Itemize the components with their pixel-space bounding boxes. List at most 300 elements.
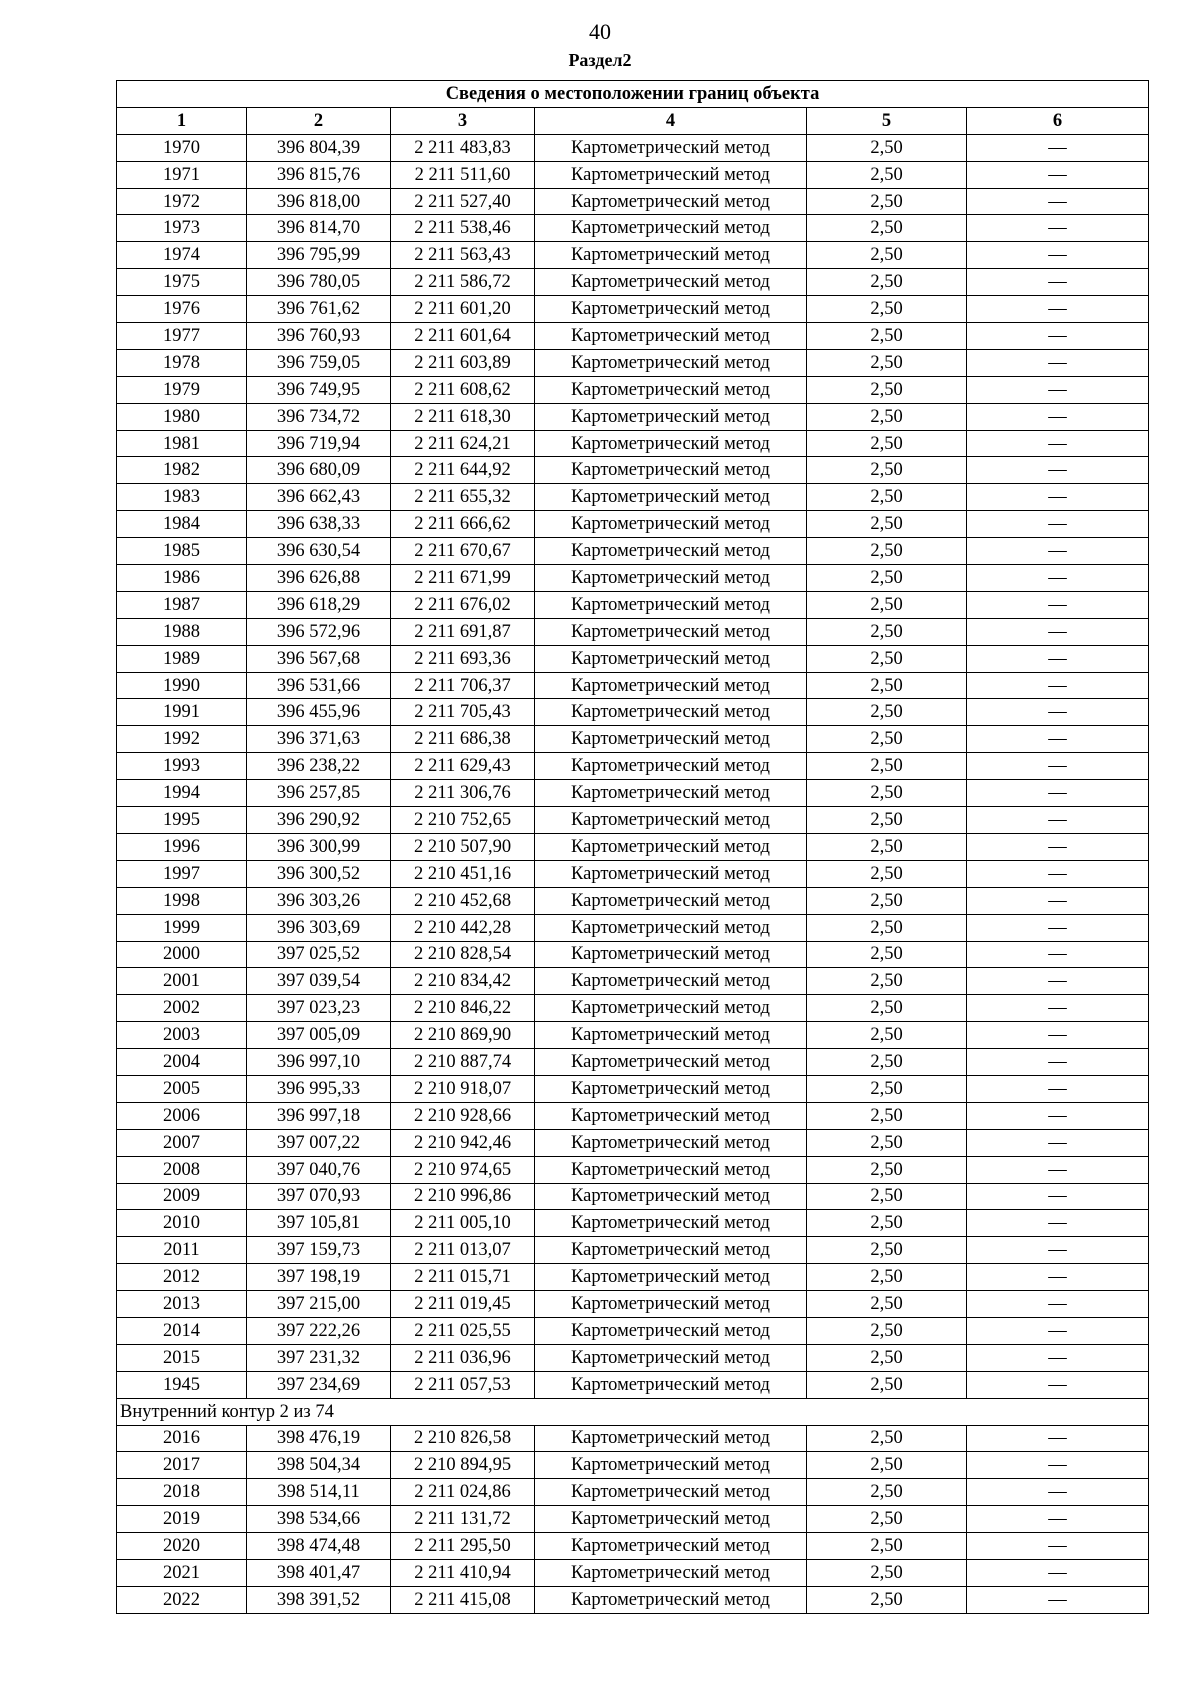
y-coordinate-cell: 2 211 705,43 (391, 699, 535, 726)
table-row (117, 1317, 1149, 1344)
y-coordinate-cell: 2 210 942,46 (391, 1129, 535, 1156)
x-coordinate-cell: 396 618,29 (247, 591, 391, 618)
table-row (117, 1049, 1149, 1076)
method-cell: Картометрический метод (535, 968, 807, 995)
table-row (117, 134, 1149, 161)
description-cell: — (967, 1452, 1149, 1479)
x-coordinate-cell: 396 290,92 (247, 807, 391, 834)
point-number-cell: 1992 (117, 726, 247, 753)
table-row (117, 403, 1149, 430)
contour-label: Внутренний контур 2 из 74 (117, 1398, 1149, 1425)
description-cell: — (967, 296, 1149, 323)
y-coordinate-cell: 2 210 826,58 (391, 1425, 535, 1452)
table-row (117, 1264, 1149, 1291)
description-cell: — (967, 1533, 1149, 1560)
y-coordinate-cell: 2 210 918,07 (391, 1075, 535, 1102)
description-cell: — (967, 1049, 1149, 1076)
accuracy-cell: 2,50 (807, 860, 967, 887)
table-row (117, 887, 1149, 914)
accuracy-cell: 2,50 (807, 1022, 967, 1049)
description-cell: — (967, 914, 1149, 941)
method-cell: Картометрический метод (535, 1183, 807, 1210)
description-cell: — (967, 753, 1149, 780)
point-number-cell: 1988 (117, 618, 247, 645)
x-coordinate-cell: 397 039,54 (247, 968, 391, 995)
table-row (117, 1586, 1149, 1613)
point-number-cell: 1987 (117, 591, 247, 618)
x-coordinate-cell: 397 005,09 (247, 1022, 391, 1049)
table-caption-row (117, 81, 1149, 108)
column-header: 4 (535, 107, 807, 134)
point-number-cell: 2003 (117, 1022, 247, 1049)
section-title: Раздел2 (568, 50, 632, 70)
x-coordinate-cell: 396 638,33 (247, 511, 391, 538)
accuracy-cell: 2,50 (807, 134, 967, 161)
x-coordinate-cell: 396 371,63 (247, 726, 391, 753)
y-coordinate-cell: 2 211 706,37 (391, 672, 535, 699)
accuracy-cell: 2,50 (807, 457, 967, 484)
x-coordinate-cell: 396 300,99 (247, 833, 391, 860)
description-cell: — (967, 1559, 1149, 1586)
x-coordinate-cell: 396 795,99 (247, 242, 391, 269)
y-coordinate-cell: 2 211 057,53 (391, 1371, 535, 1398)
x-coordinate-cell: 397 159,73 (247, 1237, 391, 1264)
x-coordinate-cell: 396 567,68 (247, 645, 391, 672)
method-cell: Картометрический метод (535, 1344, 807, 1371)
table-row (117, 1237, 1149, 1264)
method-cell: Картометрический метод (535, 995, 807, 1022)
description-cell: — (967, 1371, 1149, 1398)
method-cell: Картометрический метод (535, 887, 807, 914)
table-row (117, 860, 1149, 887)
point-number-cell: 1981 (117, 430, 247, 457)
accuracy-cell: 2,50 (807, 188, 967, 215)
accuracy-cell: 2,50 (807, 1559, 967, 1586)
point-number-cell: 1983 (117, 484, 247, 511)
y-coordinate-cell: 2 211 015,71 (391, 1264, 535, 1291)
y-coordinate-cell: 2 211 624,21 (391, 430, 535, 457)
x-coordinate-cell: 397 007,22 (247, 1129, 391, 1156)
accuracy-cell: 2,50 (807, 161, 967, 188)
accuracy-cell: 2,50 (807, 914, 967, 941)
accuracy-cell: 2,50 (807, 1317, 967, 1344)
method-cell: Картометрический метод (535, 1317, 807, 1344)
accuracy-cell: 2,50 (807, 1371, 967, 1398)
accuracy-cell: 2,50 (807, 591, 967, 618)
description-cell: — (967, 1022, 1149, 1049)
table-row (117, 269, 1149, 296)
y-coordinate-cell: 2 211 586,72 (391, 269, 535, 296)
method-cell: Картометрический метод (535, 1022, 807, 1049)
table-row (117, 914, 1149, 941)
y-coordinate-cell: 2 211 608,62 (391, 376, 535, 403)
description-cell: — (967, 134, 1149, 161)
accuracy-cell: 2,50 (807, 1129, 967, 1156)
method-cell: Картометрический метод (535, 538, 807, 565)
point-number-cell: 1995 (117, 807, 247, 834)
method-cell: Картометрический метод (535, 1264, 807, 1291)
description-cell: — (967, 349, 1149, 376)
point-number-cell: 1996 (117, 833, 247, 860)
description-cell: — (967, 1425, 1149, 1452)
accuracy-cell: 2,50 (807, 1291, 967, 1318)
accuracy-cell: 2,50 (807, 1506, 967, 1533)
accuracy-cell: 2,50 (807, 1049, 967, 1076)
x-coordinate-cell: 398 401,47 (247, 1559, 391, 1586)
accuracy-cell: 2,50 (807, 1156, 967, 1183)
point-number-cell: 1982 (117, 457, 247, 484)
point-number-cell: 2013 (117, 1291, 247, 1318)
point-number-cell: 1971 (117, 161, 247, 188)
column-header: 2 (247, 107, 391, 134)
method-cell: Картометрический метод (535, 833, 807, 860)
point-number-cell: 1974 (117, 242, 247, 269)
table-row (117, 349, 1149, 376)
table-row (117, 968, 1149, 995)
accuracy-cell: 2,50 (807, 1183, 967, 1210)
x-coordinate-cell: 398 476,19 (247, 1425, 391, 1452)
x-coordinate-cell: 396 780,05 (247, 269, 391, 296)
table-row (117, 1425, 1149, 1452)
x-coordinate-cell: 396 662,43 (247, 484, 391, 511)
x-coordinate-cell: 396 257,85 (247, 780, 391, 807)
description-cell: — (967, 161, 1149, 188)
y-coordinate-cell: 2 211 036,96 (391, 1344, 535, 1371)
point-number-cell: 1993 (117, 753, 247, 780)
x-coordinate-cell: 396 531,66 (247, 672, 391, 699)
accuracy-cell: 2,50 (807, 269, 967, 296)
point-number-cell: 2004 (117, 1049, 247, 1076)
accuracy-cell: 2,50 (807, 323, 967, 350)
y-coordinate-cell: 2 211 618,30 (391, 403, 535, 430)
method-cell: Картометрический метод (535, 1479, 807, 1506)
point-number-cell: 2011 (117, 1237, 247, 1264)
x-coordinate-cell: 397 023,23 (247, 995, 391, 1022)
table-row (117, 941, 1149, 968)
description-cell: — (967, 1183, 1149, 1210)
point-number-cell: 2017 (117, 1452, 247, 1479)
point-number-cell: 1980 (117, 403, 247, 430)
point-number-cell: 1986 (117, 565, 247, 592)
x-coordinate-cell: 397 070,93 (247, 1183, 391, 1210)
x-coordinate-cell: 398 534,66 (247, 1506, 391, 1533)
method-cell: Картометрический метод (535, 457, 807, 484)
method-cell: Картометрический метод (535, 1237, 807, 1264)
point-number-cell: 2022 (117, 1586, 247, 1613)
method-cell: Картометрический метод (535, 134, 807, 161)
description-cell: — (967, 833, 1149, 860)
description-cell: — (967, 1291, 1149, 1318)
method-cell: Картометрический метод (535, 1425, 807, 1452)
method-cell: Картометрический метод (535, 269, 807, 296)
point-number-cell: 2018 (117, 1479, 247, 1506)
accuracy-cell: 2,50 (807, 511, 967, 538)
point-number-cell: 2015 (117, 1344, 247, 1371)
description-cell: — (967, 484, 1149, 511)
x-coordinate-cell: 396 303,69 (247, 914, 391, 941)
x-coordinate-cell: 396 818,00 (247, 188, 391, 215)
description-cell: — (967, 457, 1149, 484)
column-header: 3 (391, 107, 535, 134)
y-coordinate-cell: 2 211 686,38 (391, 726, 535, 753)
table-row (117, 242, 1149, 269)
y-coordinate-cell: 2 210 752,65 (391, 807, 535, 834)
x-coordinate-cell: 396 815,76 (247, 161, 391, 188)
accuracy-cell: 2,50 (807, 430, 967, 457)
method-cell: Картометрический метод (535, 1371, 807, 1398)
table-row (117, 645, 1149, 672)
method-cell: Картометрический метод (535, 672, 807, 699)
x-coordinate-cell: 396 455,96 (247, 699, 391, 726)
table-row (117, 161, 1149, 188)
point-number-cell: 2009 (117, 1183, 247, 1210)
table-row (117, 188, 1149, 215)
x-coordinate-cell: 398 391,52 (247, 1586, 391, 1613)
accuracy-cell: 2,50 (807, 1102, 967, 1129)
table-row (117, 672, 1149, 699)
description-cell: — (967, 1237, 1149, 1264)
x-coordinate-cell: 397 231,32 (247, 1344, 391, 1371)
table-row (117, 833, 1149, 860)
method-cell: Картометрический метод (535, 1559, 807, 1586)
description-cell: — (967, 323, 1149, 350)
y-coordinate-cell: 2 210 452,68 (391, 887, 535, 914)
x-coordinate-cell: 397 222,26 (247, 1317, 391, 1344)
table-row (117, 484, 1149, 511)
description-cell: — (967, 860, 1149, 887)
description-cell: — (967, 565, 1149, 592)
point-number-cell: 1979 (117, 376, 247, 403)
method-cell: Картометрический метод (535, 780, 807, 807)
point-number-cell: 1990 (117, 672, 247, 699)
x-coordinate-cell: 397 198,19 (247, 1264, 391, 1291)
accuracy-cell: 2,50 (807, 484, 967, 511)
table-row (117, 1533, 1149, 1560)
table-row (117, 726, 1149, 753)
table-row (117, 1559, 1149, 1586)
accuracy-cell: 2,50 (807, 1425, 967, 1452)
accuracy-cell: 2,50 (807, 645, 967, 672)
x-coordinate-cell: 398 514,11 (247, 1479, 391, 1506)
description-cell: — (967, 538, 1149, 565)
description-cell: — (967, 672, 1149, 699)
method-cell: Картометрический метод (535, 430, 807, 457)
accuracy-cell: 2,50 (807, 376, 967, 403)
accuracy-cell: 2,50 (807, 1075, 967, 1102)
point-number-cell: 2007 (117, 1129, 247, 1156)
contour-row (117, 1398, 1149, 1425)
method-cell: Картометрический метод (535, 565, 807, 592)
table-row (117, 1102, 1149, 1129)
table-row (117, 376, 1149, 403)
accuracy-cell: 2,50 (807, 672, 967, 699)
x-coordinate-cell: 396 734,72 (247, 403, 391, 430)
point-number-cell: 1972 (117, 188, 247, 215)
method-cell: Картометрический метод (535, 403, 807, 430)
table-row (117, 753, 1149, 780)
y-coordinate-cell: 2 211 629,43 (391, 753, 535, 780)
point-number-cell: 2016 (117, 1425, 247, 1452)
table-row (117, 323, 1149, 350)
y-coordinate-cell: 2 211 563,43 (391, 242, 535, 269)
x-coordinate-cell: 396 572,96 (247, 618, 391, 645)
y-coordinate-cell: 2 210 869,90 (391, 1022, 535, 1049)
method-cell: Картометрический метод (535, 1156, 807, 1183)
point-number-cell: 1973 (117, 215, 247, 242)
accuracy-cell: 2,50 (807, 726, 967, 753)
x-coordinate-cell: 396 759,05 (247, 349, 391, 376)
y-coordinate-cell: 2 211 691,87 (391, 618, 535, 645)
point-number-cell: 1945 (117, 1371, 247, 1398)
accuracy-cell: 2,50 (807, 403, 967, 430)
accuracy-cell: 2,50 (807, 1586, 967, 1613)
description-cell: — (967, 645, 1149, 672)
y-coordinate-cell: 2 211 603,89 (391, 349, 535, 376)
description-cell: — (967, 1479, 1149, 1506)
accuracy-cell: 2,50 (807, 538, 967, 565)
y-coordinate-cell: 2 211 306,76 (391, 780, 535, 807)
column-header: 1 (117, 107, 247, 134)
description-cell: — (967, 242, 1149, 269)
table-row (117, 1156, 1149, 1183)
description-cell: — (967, 1344, 1149, 1371)
point-number-cell: 1978 (117, 349, 247, 376)
point-number-cell: 1991 (117, 699, 247, 726)
description-cell: — (967, 1102, 1149, 1129)
accuracy-cell: 2,50 (807, 887, 967, 914)
table-row (117, 1291, 1149, 1318)
table-row (117, 1210, 1149, 1237)
accuracy-cell: 2,50 (807, 1344, 967, 1371)
point-number-cell: 2005 (117, 1075, 247, 1102)
accuracy-cell: 2,50 (807, 780, 967, 807)
method-cell: Картометрический метод (535, 511, 807, 538)
method-cell: Картометрический метод (535, 484, 807, 511)
x-coordinate-cell: 398 504,34 (247, 1452, 391, 1479)
x-coordinate-cell: 397 025,52 (247, 941, 391, 968)
description-cell: — (967, 1506, 1149, 1533)
point-number-cell: 1999 (117, 914, 247, 941)
x-coordinate-cell: 396 626,88 (247, 565, 391, 592)
x-coordinate-cell: 397 215,00 (247, 1291, 391, 1318)
table-row (117, 1022, 1149, 1049)
table-row (117, 538, 1149, 565)
method-cell: Картометрический метод (535, 1452, 807, 1479)
table-row (117, 699, 1149, 726)
method-cell: Картометрический метод (535, 645, 807, 672)
point-number-cell: 2010 (117, 1210, 247, 1237)
description-cell: — (967, 968, 1149, 995)
y-coordinate-cell: 2 211 024,86 (391, 1479, 535, 1506)
method-cell: Картометрический метод (535, 1533, 807, 1560)
table-row (117, 457, 1149, 484)
x-coordinate-cell: 396 997,18 (247, 1102, 391, 1129)
y-coordinate-cell: 2 210 834,42 (391, 968, 535, 995)
accuracy-cell: 2,50 (807, 807, 967, 834)
point-number-cell: 2012 (117, 1264, 247, 1291)
table-row (117, 618, 1149, 645)
x-coordinate-cell: 396 804,39 (247, 134, 391, 161)
point-number-cell: 2000 (117, 941, 247, 968)
table-body (117, 134, 1149, 1613)
method-cell: Картометрический метод (535, 242, 807, 269)
y-coordinate-cell: 2 211 295,50 (391, 1533, 535, 1560)
point-number-cell: 2020 (117, 1533, 247, 1560)
description-cell: — (967, 591, 1149, 618)
point-number-cell: 1994 (117, 780, 247, 807)
method-cell: Картометрический метод (535, 860, 807, 887)
accuracy-cell: 2,50 (807, 242, 967, 269)
y-coordinate-cell: 2 211 019,45 (391, 1291, 535, 1318)
y-coordinate-cell: 2 211 527,40 (391, 188, 535, 215)
boundary-table (116, 80, 1149, 1614)
accuracy-cell: 2,50 (807, 618, 967, 645)
method-cell: Картометрический метод (535, 914, 807, 941)
point-number-cell: 2021 (117, 1559, 247, 1586)
method-cell: Картометрический метод (535, 376, 807, 403)
y-coordinate-cell: 2 210 894,95 (391, 1452, 535, 1479)
table-row (117, 1479, 1149, 1506)
accuracy-cell: 2,50 (807, 968, 967, 995)
y-coordinate-cell: 2 211 025,55 (391, 1317, 535, 1344)
table-row (117, 511, 1149, 538)
column-header: 5 (807, 107, 967, 134)
point-number-cell: 1976 (117, 296, 247, 323)
description-cell: — (967, 887, 1149, 914)
description-cell: — (967, 1156, 1149, 1183)
y-coordinate-cell: 2 211 644,92 (391, 457, 535, 484)
point-number-cell: 1985 (117, 538, 247, 565)
description-cell: — (967, 941, 1149, 968)
description-cell: — (967, 1129, 1149, 1156)
point-number-cell: 2006 (117, 1102, 247, 1129)
y-coordinate-cell: 2 211 676,02 (391, 591, 535, 618)
table-row (117, 591, 1149, 618)
x-coordinate-cell: 396 303,26 (247, 887, 391, 914)
point-number-cell: 1984 (117, 511, 247, 538)
x-coordinate-cell: 396 997,10 (247, 1049, 391, 1076)
y-coordinate-cell: 2 211 655,32 (391, 484, 535, 511)
accuracy-cell: 2,50 (807, 1533, 967, 1560)
method-cell: Картометрический метод (535, 726, 807, 753)
description-cell: — (967, 699, 1149, 726)
y-coordinate-cell: 2 210 442,28 (391, 914, 535, 941)
description-cell: — (967, 1210, 1149, 1237)
table-row (117, 780, 1149, 807)
page-number: 40 (589, 19, 611, 44)
point-number-cell: 1970 (117, 134, 247, 161)
point-number-cell: 1998 (117, 887, 247, 914)
y-coordinate-cell: 2 211 538,46 (391, 215, 535, 242)
method-cell: Картометрический метод (535, 941, 807, 968)
y-coordinate-cell: 2 210 887,74 (391, 1049, 535, 1076)
method-cell: Картометрический метод (535, 349, 807, 376)
point-number-cell: 2014 (117, 1317, 247, 1344)
method-cell: Картометрический метод (535, 1506, 807, 1533)
description-cell: — (967, 215, 1149, 242)
description-cell: — (967, 995, 1149, 1022)
table-row (117, 296, 1149, 323)
description-cell: — (967, 1317, 1149, 1344)
y-coordinate-cell: 2 210 507,90 (391, 833, 535, 860)
accuracy-cell: 2,50 (807, 1237, 967, 1264)
column-header: 6 (967, 107, 1149, 134)
method-cell: Картометрический метод (535, 188, 807, 215)
table-row (117, 430, 1149, 457)
method-cell: Картометрический метод (535, 1291, 807, 1318)
y-coordinate-cell: 2 211 693,36 (391, 645, 535, 672)
method-cell: Картометрический метод (535, 323, 807, 350)
